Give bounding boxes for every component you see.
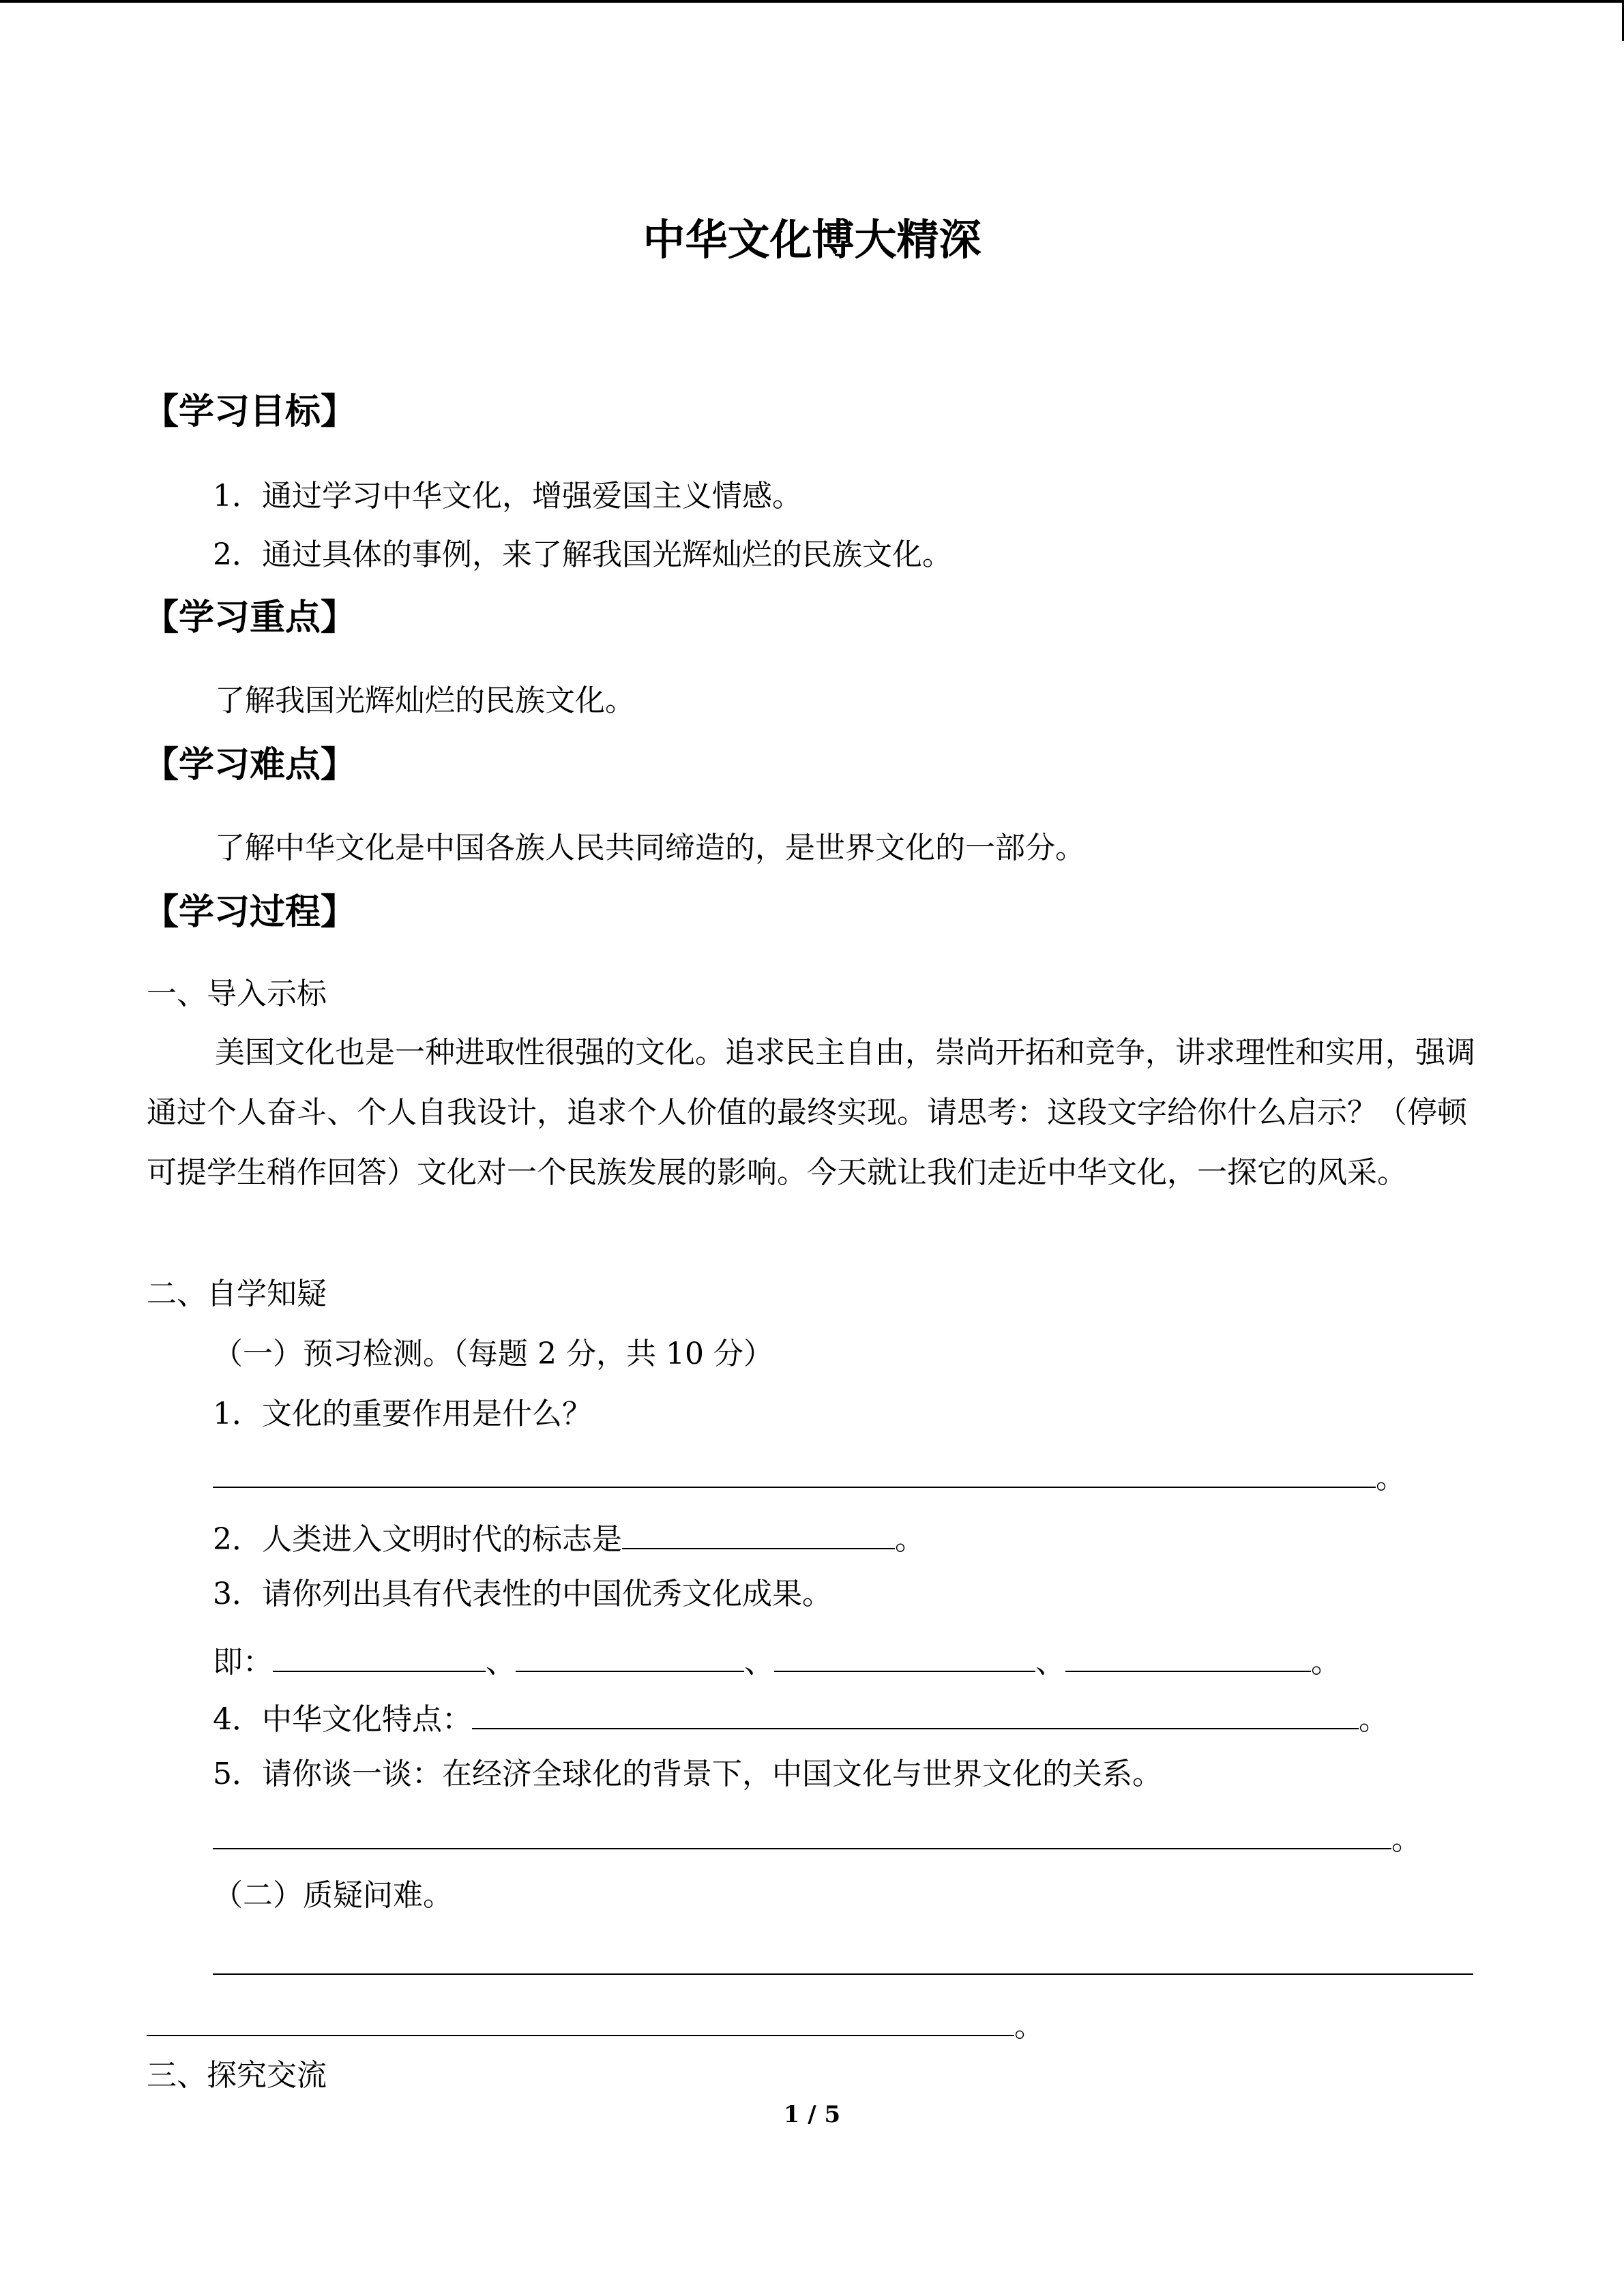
questions-heading: （二）质疑问难。 xyxy=(213,1878,453,1913)
answer-prefix: 即： xyxy=(213,1645,273,1680)
answer-blank[interactable] xyxy=(213,1817,1391,1849)
question-2-text: 2．人类进入文明时代的标志是 xyxy=(213,1522,622,1557)
question-4-text: 4．中华文化特点： xyxy=(213,1702,472,1737)
question-1: 1．文化的重要作用是什么？ xyxy=(213,1397,592,1431)
objectives-heading: 【学习目标】 xyxy=(143,391,357,432)
answer-blank[interactable] xyxy=(1065,1639,1311,1672)
separator: 、 xyxy=(486,1645,516,1680)
question-3-answers xyxy=(213,1639,1341,1683)
key-text: 了解我国光辉灿烂的民族文化。 xyxy=(215,683,635,718)
question-5: 5．请你谈一谈：在经济全球化的背景下，中国文化与世界文化的关系。 xyxy=(213,1757,1162,1791)
answer-line-questions xyxy=(147,2003,1044,2047)
answer-line-1 xyxy=(213,1455,1406,1499)
key-heading: 【学习重点】 xyxy=(143,597,357,638)
period: 。 xyxy=(1311,1645,1341,1680)
period: 。 xyxy=(1376,1461,1406,1495)
objective-2: 2．通过具体的事例，来了解我国光辉灿烂的民族文化。 xyxy=(213,537,952,572)
process-heading: 【学习过程】 xyxy=(143,892,357,933)
answer-line-5 xyxy=(213,1817,1421,1860)
answer-blank[interactable] xyxy=(472,1697,1359,1729)
question-2 xyxy=(213,1517,925,1560)
period: 。 xyxy=(1391,1822,1421,1857)
top-border xyxy=(0,0,1624,3)
difficulty-heading: 【学习难点】 xyxy=(143,745,357,786)
part3-heading: 三、探究交流 xyxy=(147,2058,327,2093)
period: 。 xyxy=(1014,2009,1044,2044)
document-title: 中华文化博大精深 xyxy=(643,215,981,265)
answer-blank[interactable] xyxy=(213,1973,1473,1975)
period: 。 xyxy=(895,1522,925,1557)
answer-blank[interactable] xyxy=(147,2003,1014,2036)
answer-blank[interactable] xyxy=(774,1639,1035,1672)
part1-heading: 一、导入示标 xyxy=(147,976,327,1011)
page-number: 1 / 5 xyxy=(783,2101,841,2128)
objective-1: 1．通过学习中华文化，增强爱国主义情感。 xyxy=(213,479,802,513)
answer-blank[interactable] xyxy=(273,1639,486,1672)
period: 。 xyxy=(1359,1702,1389,1737)
pretest-heading: （一）预习检测。（每题 2 分，共 10 分） xyxy=(213,1337,773,1371)
separator: 、 xyxy=(1035,1645,1065,1680)
question-3: 3．请你列出具有代表性的中国优秀文化成果。 xyxy=(213,1577,832,1611)
part2-heading: 二、自学知疑 xyxy=(147,1277,327,1311)
question-4 xyxy=(213,1697,1389,1740)
separator: 、 xyxy=(744,1645,774,1680)
answer-blank[interactable] xyxy=(516,1639,744,1672)
difficulty-text: 了解中华文化是中国各族人民共同缔造的，是世界文化的一部分。 xyxy=(215,831,1085,865)
answer-blank[interactable] xyxy=(622,1517,895,1549)
answer-blank[interactable] xyxy=(213,1455,1376,1488)
part1-paragraph: 美国文化也是一种进取性很强的文化。追求民主自由，崇尚开拓和竞争，讲求理性和实用，强调通过个人奋斗、个人自我设计，追求个人价值的最终实现。请思考：这段文字给你什么启示？（停顿可提学生稍作回答）文化对一个民族发展的影响。今天就让我们走近中华文化，一探它的风采。 xyxy=(147,1035,1475,1190)
